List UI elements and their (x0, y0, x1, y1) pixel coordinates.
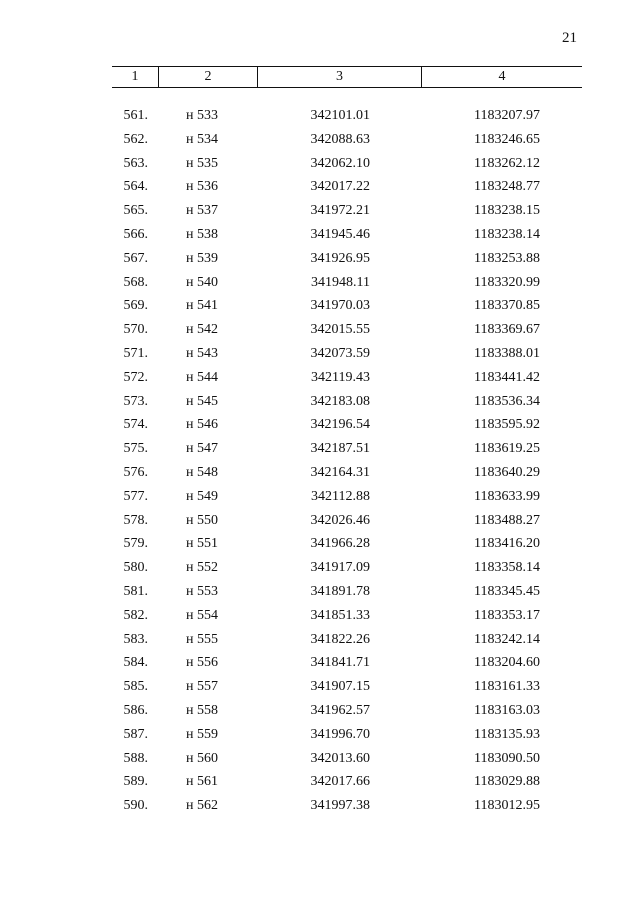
row-number: 561. (123, 108, 148, 123)
coordinate-y: 1183640.29 (474, 464, 540, 480)
row-number: 566. (123, 226, 148, 242)
row-number: 563. (123, 155, 148, 171)
coordinate-y: 1183163.03 (474, 702, 540, 718)
row-number: 562. (123, 131, 148, 147)
table-row (0, 772, 639, 796)
row-number: 582. (123, 607, 148, 623)
page-number: 21 (562, 30, 577, 46)
table-row (0, 725, 639, 749)
coordinate-y: 1183090.50 (474, 750, 540, 766)
point-id: н 551 (186, 536, 218, 552)
coordinate-x: 342013.60 (310, 750, 370, 766)
coordinate-x: 341851.33 (310, 607, 370, 623)
coordinate-x: 342073.59 (310, 345, 370, 361)
point-id: н 539 (186, 250, 218, 266)
coordinate-x: 341970.03 (310, 298, 370, 314)
coordinate-y: 1183619.25 (474, 441, 540, 457)
coordinate-x: 342183.08 (310, 393, 370, 409)
table-row (0, 225, 639, 249)
point-id: н 554 (186, 607, 218, 623)
row-number: 569. (123, 298, 148, 314)
table-row (0, 558, 639, 582)
coordinate-y: 1183536.34 (474, 393, 540, 409)
row-number: 589. (123, 774, 148, 790)
table-row (0, 344, 639, 368)
coordinate-y: 1183135.93 (474, 726, 540, 742)
coordinate-x: 342017.66 (310, 774, 370, 790)
table-row (0, 273, 639, 297)
point-id: н 557 (186, 679, 218, 695)
row-number: 584. (123, 655, 148, 671)
coordinate-y: 1183012.95 (474, 798, 540, 814)
table-row (0, 130, 639, 154)
column-header-4: 4 (498, 69, 506, 84)
table-row (0, 177, 639, 201)
coordinate-x: 341926.95 (310, 250, 370, 266)
row-number: 586. (123, 702, 148, 718)
coordinate-y: 1183029.88 (474, 774, 540, 790)
coordinate-x: 342101.01 (310, 108, 370, 123)
point-id: н 547 (186, 441, 218, 457)
point-id: н 550 (186, 512, 218, 528)
coordinate-y: 1183248.77 (474, 179, 540, 195)
coordinate-y: 1183633.99 (474, 488, 540, 504)
point-id: н 558 (186, 702, 218, 718)
coordinate-x: 342164.31 (310, 464, 370, 480)
coordinate-y: 1183238.14 (474, 226, 540, 242)
row-number: 572. (123, 369, 148, 385)
row-number: 581. (123, 583, 148, 599)
point-id: н 561 (186, 774, 218, 790)
coordinate-x: 342119.43 (311, 369, 370, 385)
coordinate-x: 342196.54 (310, 417, 370, 433)
coordinate-y: 1183595.92 (474, 417, 540, 433)
row-number: 578. (123, 512, 148, 528)
point-id: н 562 (186, 798, 218, 814)
row-number: 564. (123, 179, 148, 195)
column-header-3: 3 (258, 67, 422, 87)
coordinate-x: 341997.38 (310, 798, 370, 814)
coordinate-y: 1183358.14 (474, 560, 540, 576)
point-id: н 546 (186, 417, 218, 433)
coordinate-y: 1183370.85 (474, 298, 540, 314)
table-row (0, 582, 639, 606)
table-row (0, 249, 639, 273)
row-number: 577. (123, 488, 148, 504)
row-number: 571. (123, 345, 148, 361)
coordinate-x: 342187.51 (310, 441, 370, 457)
table-body (0, 106, 639, 820)
table-row (0, 796, 639, 820)
table-row (0, 154, 639, 178)
table-row (0, 368, 639, 392)
table-row (0, 749, 639, 773)
row-number: 583. (123, 631, 148, 647)
row-number: 590. (123, 798, 148, 814)
point-id: н 544 (186, 369, 218, 385)
table-row (0, 701, 639, 725)
table-header (112, 66, 582, 88)
coordinate-y: 1183204.60 (474, 655, 540, 671)
coordinate-x: 342026.46 (310, 512, 370, 528)
coordinate-y: 1183441.42 (474, 369, 540, 385)
coordinate-x: 341822.26 (310, 631, 370, 647)
coordinate-y: 1183416.20 (474, 536, 540, 552)
table-row (0, 296, 639, 320)
point-id: н 555 (186, 631, 218, 647)
table-row (0, 463, 639, 487)
coordinate-x: 341907.15 (310, 679, 370, 695)
coordinate-y: 1183353.17 (474, 607, 540, 623)
row-number: 576. (123, 464, 148, 480)
coordinate-y: 1183253.88 (474, 250, 540, 266)
coordinate-x: 341891.78 (310, 583, 370, 599)
table-row (0, 630, 639, 654)
point-id: н 542 (186, 322, 218, 338)
point-id: н 537 (186, 203, 218, 219)
table-row (0, 511, 639, 535)
coordinate-x: 341972.21 (310, 203, 370, 219)
point-id: н 534 (186, 131, 218, 147)
point-id: н 540 (186, 274, 218, 290)
point-id: н 541 (186, 298, 218, 314)
row-number: 568. (123, 274, 148, 290)
table-row (0, 534, 639, 558)
table-row (0, 392, 639, 416)
row-number: 574. (123, 417, 148, 433)
coordinate-x: 342062.10 (310, 155, 370, 171)
table-row (0, 415, 639, 439)
point-id: н 533 (186, 108, 218, 123)
coordinate-y: 1183388.01 (474, 345, 540, 361)
row-number: 585. (123, 679, 148, 695)
table-row (0, 606, 639, 630)
row-number: 579. (123, 536, 148, 552)
table-row (0, 439, 639, 463)
coordinate-x: 341948.11 (311, 274, 370, 290)
point-id: н 538 (186, 226, 218, 242)
point-id: н 552 (186, 560, 218, 576)
column-header-1: 1 (112, 67, 159, 87)
coordinate-y: 1183161.33 (474, 679, 540, 695)
point-id: н 545 (186, 393, 218, 409)
column-header-2: 2 (159, 67, 258, 87)
coordinate-y: 1183207.97 (474, 108, 540, 123)
row-number: 588. (123, 750, 148, 766)
table-row (0, 320, 639, 344)
coordinate-y: 1183238.15 (474, 203, 540, 219)
coordinate-x: 341996.70 (310, 726, 370, 742)
point-id: н 556 (186, 655, 218, 671)
coordinate-x: 342015.55 (310, 322, 370, 338)
row-number: 587. (123, 726, 148, 742)
point-id: н 543 (186, 345, 218, 361)
coordinate-y: 1183345.45 (474, 583, 540, 599)
coordinate-x: 341945.46 (310, 226, 370, 242)
coordinate-y: 1183246.65 (474, 131, 540, 147)
row-number: 567. (123, 250, 148, 266)
coordinate-y: 1183320.99 (474, 274, 540, 290)
coordinate-y: 1183242.14 (474, 631, 540, 647)
row-number: 570. (123, 322, 148, 338)
coordinate-x: 342112.88 (311, 488, 370, 504)
point-id: н 559 (186, 726, 218, 742)
coordinate-y: 1183488.27 (474, 512, 540, 528)
point-id: н 535 (186, 155, 218, 171)
coordinate-x: 342088.63 (310, 131, 370, 147)
table-row (0, 106, 639, 130)
row-number: 573. (123, 393, 148, 409)
coordinate-x: 341966.28 (310, 536, 370, 552)
point-id: н 536 (186, 179, 218, 195)
table-row (0, 677, 639, 701)
table-row (0, 653, 639, 677)
row-number: 565. (123, 203, 148, 219)
point-id: н 548 (186, 464, 218, 480)
coordinate-x: 341841.71 (310, 655, 370, 671)
coordinate-y: 1183369.67 (474, 322, 540, 338)
coordinate-y: 1183262.12 (474, 155, 540, 171)
coordinate-x: 342017.22 (310, 179, 370, 195)
table-row (0, 201, 639, 225)
point-id: н 549 (186, 488, 218, 504)
point-id: н 560 (186, 750, 218, 766)
point-id: н 553 (186, 583, 218, 599)
table-row (0, 487, 639, 511)
coordinate-x: 341917.09 (310, 560, 370, 576)
coordinate-x: 341962.57 (310, 702, 370, 718)
row-number: 575. (123, 441, 148, 457)
row-number: 580. (123, 560, 148, 576)
